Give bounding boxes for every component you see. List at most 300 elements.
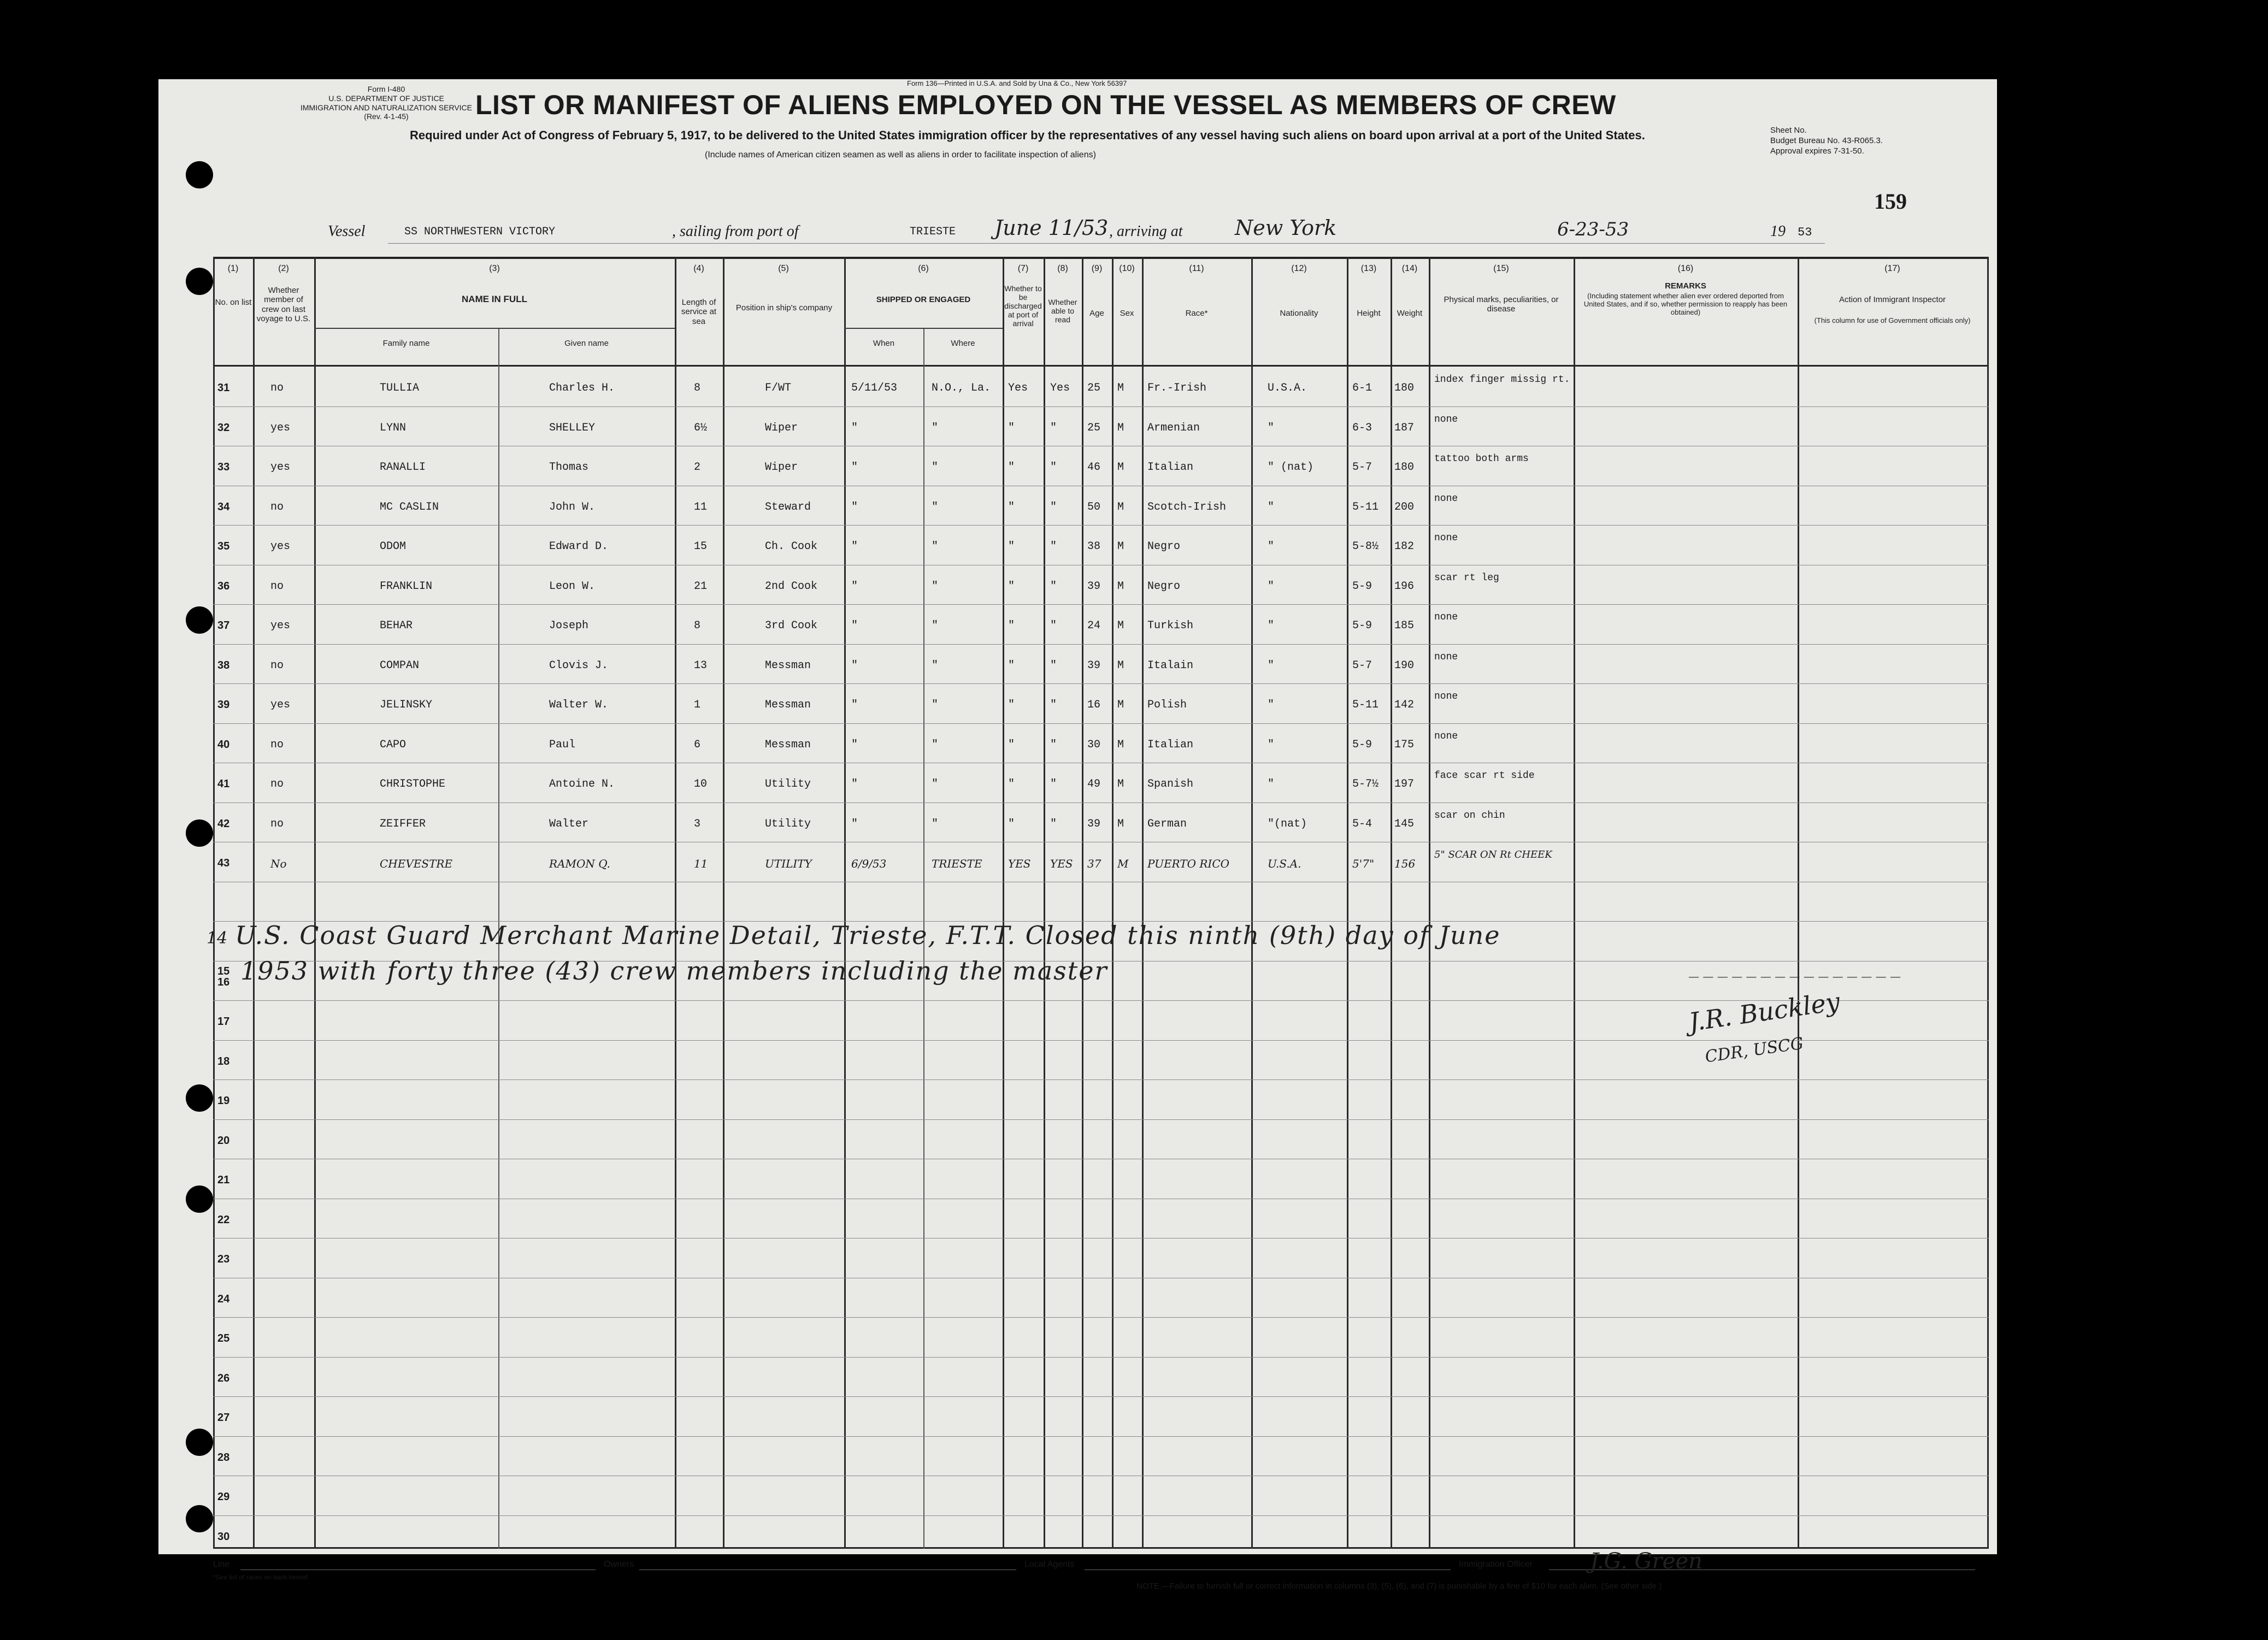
service-cell: 8: [694, 620, 701, 632]
footer-penalty-note: NOTE.—Failure to furnish full or correct information in columns (3), (5), (6), and (7) is punishable by a fine of $10 for each alien. (See other side.): [1136, 1582, 1662, 1591]
where-cell: ": [932, 500, 939, 514]
arrival-port: New York: [1235, 216, 1337, 240]
position-cell: Messman: [765, 738, 811, 751]
inspector-signature: J.R. Buckley: [1687, 986, 1842, 1037]
footer-races-note: *See list of races on back hereof.: [213, 1573, 310, 1581]
col-line: [1003, 257, 1004, 1549]
col-header-where: Where: [951, 339, 975, 348]
race-cell: Spanish: [1147, 778, 1194, 790]
inspector-title: CDR, USCG: [1704, 1034, 1805, 1067]
read-cell: YES: [1050, 857, 1073, 870]
prior-voyage-cell: no: [270, 659, 284, 672]
col-header-when: When: [873, 339, 895, 348]
family-name-cell: RANALLI: [380, 461, 426, 474]
row-line: [213, 604, 1989, 605]
service-cell: 13: [694, 659, 708, 672]
col-header-no: No. on list: [215, 298, 252, 307]
row-number: 18: [217, 1055, 230, 1067]
closing-note-dash: — — — — — — — — — — — — — — —: [1688, 970, 1901, 983]
family-name-cell: CHRISTOPHE: [380, 778, 446, 790]
height-cell: 5-9: [1352, 580, 1372, 593]
family-name-cell: ZEIFFER: [380, 817, 426, 830]
prior-voyage-cell: No: [270, 857, 287, 870]
marks-cell: 5" SCAR ON Rt CHEEK: [1434, 849, 1552, 860]
weight-cell: 180: [1394, 461, 1415, 474]
row-line: [213, 1515, 1989, 1516]
footer-line-label: Line: [213, 1560, 230, 1569]
age-cell: 39: [1087, 659, 1101, 672]
col-num: (1): [227, 264, 239, 273]
sex-cell: M: [1117, 461, 1124, 474]
year-prefix: 19: [1770, 223, 1786, 240]
marks-cell: scar on chin: [1434, 810, 1505, 821]
row-line: [213, 1436, 1989, 1437]
prior-voyage-cell: no: [270, 580, 284, 593]
family-name-cell: TULLIA: [380, 382, 420, 394]
given-name-cell: Edward D.: [549, 540, 609, 553]
row-line: [213, 1357, 1989, 1358]
col-num: (13): [1360, 264, 1377, 273]
discharged-cell: ": [1008, 580, 1015, 593]
prior-voyage-cell: yes: [270, 540, 291, 553]
discharged-cell: ": [1008, 778, 1015, 790]
row-line: [213, 1000, 1989, 1001]
height-cell: 5-4: [1352, 817, 1372, 830]
height-cell: 5-8½: [1352, 540, 1379, 553]
footer-agents-label: Local Agents: [1024, 1560, 1075, 1569]
page-number: 159: [1874, 189, 1907, 214]
when-cell: ": [851, 659, 858, 672]
prior-voyage-cell: no: [270, 817, 284, 830]
height-cell: 6-1: [1352, 382, 1372, 394]
prior-voyage-cell: yes: [270, 620, 291, 632]
read-cell: ": [1050, 817, 1057, 830]
nationality-cell: ": [1268, 540, 1275, 553]
arriving-label: , arriving at: [1109, 223, 1183, 240]
col-line: [1142, 257, 1144, 1549]
weight-cell: 185: [1394, 620, 1415, 632]
closing-note-line2: 1953 with forty three (43) crew members including the master: [240, 956, 1108, 986]
col-header-name: NAME IN FULL: [462, 294, 527, 304]
col-line: [1574, 257, 1575, 1549]
nationality-cell: ": [1268, 620, 1275, 632]
marks-cell: none: [1434, 691, 1458, 702]
row-line: [213, 1317, 1989, 1318]
discharged-cell: ": [1008, 421, 1015, 434]
row-number: 21: [217, 1174, 230, 1186]
col-header-read: Whether able to read: [1048, 298, 1077, 325]
manifest-sheet: [158, 79, 1997, 1591]
family-name-cell: CHEVESTRE: [380, 857, 453, 870]
sailing-port: TRIESTE: [910, 226, 956, 238]
read-cell: ": [1050, 659, 1057, 672]
row-number: 24: [217, 1293, 230, 1305]
row-number: 43: [217, 857, 230, 869]
col-header-given-name: Given name: [564, 339, 609, 348]
punch-hole: [186, 1084, 213, 1112]
height-cell: 6-3: [1352, 421, 1372, 434]
marks-cell: none: [1434, 493, 1458, 504]
col-num: (8): [1057, 264, 1068, 273]
nationality-cell: ": [1268, 500, 1275, 514]
position-cell: Ch. Cook: [765, 540, 818, 553]
where-cell: ": [932, 817, 939, 830]
nationality-cell: ": [1268, 421, 1275, 434]
col-header-shipped: SHIPPED OR ENGAGED: [876, 295, 971, 304]
when-cell: ": [851, 620, 858, 632]
col-line: [844, 257, 846, 1549]
nationality-cell: " (nat): [1268, 461, 1314, 474]
family-name-cell: MC CASLIN: [380, 500, 439, 514]
col-header-weight: Weight: [1397, 309, 1423, 318]
prior-voyage-cell: no: [270, 500, 284, 514]
row-number: 19: [217, 1095, 230, 1107]
where-cell: ": [932, 580, 939, 593]
col-line: [1044, 257, 1045, 1549]
name-subheader-line: [314, 328, 675, 329]
col-header-prior-voyage: Whether member of crew on last voyage to U.S.: [256, 286, 311, 323]
prior-voyage-cell: yes: [270, 421, 291, 434]
family-name-cell: BEHAR: [380, 620, 413, 632]
row-line: [213, 1079, 1989, 1080]
row-number: 36: [217, 580, 230, 592]
nationality-cell: "(nat): [1268, 817, 1307, 830]
height-cell: 5-9: [1352, 738, 1372, 751]
height-cell: 5-11: [1352, 699, 1379, 711]
col-line: [675, 257, 676, 1549]
col-num: (14): [1401, 264, 1418, 273]
col-line: [1798, 257, 1799, 1549]
prior-voyage-cell: no: [270, 382, 284, 394]
service-cell: 21: [694, 580, 708, 593]
service-cell: 11: [694, 500, 708, 514]
where-cell: ": [932, 620, 939, 632]
officer-signature: J.G. Green: [1590, 1549, 1703, 1574]
table-right-border: [1987, 257, 1989, 1549]
col-line: [1391, 257, 1392, 1549]
col-header-remarks-note: (Including statement whether alien ever ordered deported from United States, and if so, whether permission to reapply has been obtained): [1583, 292, 1788, 316]
row-number: 25: [217, 1332, 230, 1344]
revision: (Rev. 4-1-45): [364, 112, 409, 121]
sex-cell: M: [1117, 580, 1124, 593]
footer-officer-label: Immigration Officer: [1459, 1560, 1533, 1569]
col-num: (2): [278, 264, 289, 273]
given-name-cell: Joseph: [549, 620, 589, 632]
row-number: 42: [217, 817, 230, 830]
position-cell: Utility: [765, 817, 811, 830]
position-cell: Messman: [765, 659, 811, 672]
form-subtitle: Required under Act of Congress of February 5, 1917, to be delivered to the United States immigration officer by the representatives of any vessel having such aliens on board upon arrival at a port of the United States.: [410, 128, 1645, 142]
race-cell: Italain: [1147, 659, 1194, 672]
marks-cell: face scar rt side: [1434, 770, 1535, 781]
weight-cell: 187: [1394, 421, 1415, 434]
col-num: (5): [778, 264, 789, 273]
row-number: 26: [217, 1372, 230, 1384]
row-line: [213, 683, 1989, 684]
sex-cell: M: [1117, 620, 1124, 632]
family-name-cell: ODOM: [380, 540, 407, 553]
race-cell: Turkish: [1147, 620, 1194, 632]
discharged-cell: YES: [1008, 857, 1031, 870]
col-line: [1429, 257, 1430, 1549]
form-title: LIST OR MANIFEST OF ALIENS EMPLOYED ON THE VESSEL AS MEMBERS OF CREW: [475, 90, 1616, 120]
row-line: [213, 723, 1989, 724]
discharged-cell: ": [1008, 500, 1015, 514]
col-header-position: Position in ship's company: [735, 303, 833, 312]
when-cell: 5/11/53: [851, 382, 898, 394]
punch-hole: [186, 606, 213, 634]
col-num: (17): [1884, 264, 1900, 273]
form-number: Form I-480: [367, 85, 405, 93]
when-cell: ": [851, 699, 858, 711]
row-number: 27: [217, 1412, 230, 1424]
row-line: [213, 1040, 1989, 1041]
marks-cell: tattoo both arms: [1434, 453, 1529, 464]
footer-owners-label: Owners: [604, 1560, 634, 1569]
nationality-cell: ": [1268, 778, 1275, 790]
nationality-cell: U.S.A.: [1268, 857, 1301, 870]
row-number: 17: [217, 1016, 230, 1028]
race-cell: German: [1147, 817, 1187, 830]
age-cell: 25: [1087, 382, 1101, 394]
age-cell: 39: [1087, 817, 1101, 830]
closing-note-line1: U.S. Coast Guard Merchant Marine Detail, Trieste, F.T.T. Closed this ninth (9th) day of June: [235, 921, 1501, 950]
weight-cell: 182: [1394, 540, 1415, 553]
where-cell: ": [932, 461, 939, 474]
nationality-cell: U.S.A.: [1268, 382, 1307, 394]
row-number: 33: [217, 461, 230, 473]
col-line: [723, 257, 724, 1549]
service: IMMIGRATION AND NATURALIZATION SERVICE: [301, 103, 472, 112]
weight-cell: 180: [1394, 382, 1415, 394]
prior-voyage-cell: yes: [270, 461, 291, 474]
row-number-15: 15: [217, 965, 230, 977]
col-header-service: Length of service at sea: [681, 298, 717, 326]
where-cell: ": [932, 738, 939, 751]
age-cell: 50: [1087, 500, 1101, 514]
height-cell: 5-9: [1352, 620, 1372, 632]
col-line: [213, 257, 215, 1549]
col-num: (16): [1677, 264, 1694, 273]
row-number: 28: [217, 1451, 230, 1464]
read-cell: ": [1050, 699, 1057, 711]
given-name-cell: Paul: [549, 738, 576, 751]
row-number: 16: [217, 976, 230, 988]
when-cell: ": [851, 461, 858, 474]
service-cell: 6: [694, 738, 701, 751]
weight-cell: 156: [1394, 857, 1416, 870]
row-line: [213, 1396, 1989, 1397]
service-cell: 6½: [694, 421, 708, 434]
col-line: [314, 257, 316, 1549]
when-cell: ": [851, 817, 858, 830]
col-header-age: Age: [1089, 309, 1104, 318]
family-name-cell: COMPAN: [380, 659, 420, 672]
discharged-cell: ": [1008, 461, 1015, 474]
budget-bureau: Budget Bureau No. 43-R065.3.: [1770, 135, 1883, 145]
marks-cell: none: [1434, 533, 1458, 544]
age-cell: 39: [1087, 580, 1101, 593]
read-cell: ": [1050, 421, 1057, 434]
position-cell: 2nd Cook: [765, 580, 818, 593]
col-header-action: Action of Immigrant Inspector: [1839, 295, 1946, 304]
marks-cell: index finger missig rt.: [1434, 374, 1570, 385]
given-name-cell: RAMON Q.: [549, 857, 610, 870]
marks-cell: none: [1434, 730, 1458, 742]
col-header-sex: Sex: [1120, 309, 1134, 318]
when-cell: ": [851, 500, 858, 514]
family-name-cell: JELINSKY: [380, 699, 433, 711]
where-cell: ": [932, 659, 939, 672]
service-cell: 11: [694, 857, 708, 870]
sex-cell: M: [1117, 778, 1124, 790]
weight-cell: 175: [1394, 738, 1415, 751]
race-cell: Armenian: [1147, 421, 1200, 434]
service-cell: 10: [694, 778, 708, 790]
given-name-cell: Antoine N.: [549, 778, 615, 790]
race-cell: Italian: [1147, 461, 1194, 474]
sailing-date: June 11/53: [994, 216, 1109, 240]
marks-cell: none: [1434, 651, 1458, 663]
col-num: (10): [1119, 264, 1135, 273]
where-cell: ": [932, 540, 939, 553]
given-name-cell: John W.: [549, 500, 596, 514]
punch-hole: [186, 161, 213, 188]
height-cell: 5-11: [1352, 500, 1379, 514]
row-line: [213, 644, 1989, 645]
service-cell: 8: [694, 382, 701, 394]
race-cell: Italian: [1147, 738, 1194, 751]
punch-hole: [186, 1505, 213, 1532]
row-number: 37: [217, 620, 230, 632]
sex-cell: M: [1117, 699, 1124, 711]
row-number: 20: [217, 1134, 230, 1147]
when-cell: ": [851, 421, 858, 434]
race-cell: Scotch-Irish: [1147, 500, 1227, 514]
given-name-cell: Charles H.: [549, 382, 615, 394]
discharged-cell: Yes: [1008, 382, 1028, 394]
weight-cell: 142: [1394, 699, 1415, 711]
col-header-discharged: Whether to be discharged at port of arrival: [1004, 284, 1042, 328]
marks-cell: scar rt leg: [1434, 572, 1499, 583]
sex-cell: M: [1117, 500, 1124, 514]
family-name-cell: CAPO: [380, 738, 407, 751]
age-cell: 49: [1087, 778, 1101, 790]
punch-hole: [186, 1185, 213, 1213]
weight-cell: 196: [1394, 580, 1415, 593]
vessel-label: Vessel: [328, 223, 366, 240]
nationality-cell: ": [1268, 738, 1275, 751]
row-number: 30: [217, 1530, 230, 1543]
height-cell: 5-7: [1352, 659, 1372, 672]
weight-cell: 145: [1394, 817, 1415, 830]
where-cell: TRIESTE: [932, 857, 982, 870]
age-cell: 25: [1087, 421, 1101, 434]
row-number: 22: [217, 1213, 230, 1226]
when-cell: 6/9/53: [851, 857, 887, 870]
read-cell: ": [1050, 580, 1057, 593]
position-cell: Wiper: [765, 421, 798, 434]
row-number: 23: [217, 1253, 230, 1265]
sailing-label: , sailing from port of: [672, 223, 799, 240]
row-number: 34: [217, 500, 230, 513]
punch-hole: [186, 1429, 213, 1456]
height-cell: 5-7: [1352, 461, 1372, 474]
prior-voyage-cell: yes: [270, 699, 291, 711]
row-number-14: 14: [207, 929, 228, 948]
printer-note: Form 136—Printed in U.S.A. and Sold by Una & Co., New York 56397: [907, 79, 1127, 87]
col-line: [1082, 257, 1083, 1549]
race-cell: Fr.-Irish: [1147, 382, 1207, 394]
vessel-name: SS NORTHWESTERN VICTORY: [404, 226, 556, 238]
row-number: 29: [217, 1491, 230, 1503]
col-num: (6): [918, 264, 929, 273]
race-cell: PUERTO RICO: [1147, 857, 1230, 870]
col-header-family-name: Family name: [382, 339, 430, 348]
row-number: 35: [217, 540, 230, 552]
given-name-cell: Clovis J.: [549, 659, 609, 672]
header-bottom-border: [213, 365, 1989, 367]
row-line: [213, 1119, 1989, 1120]
row-line: [213, 525, 1989, 526]
given-name-cell: Leon W.: [549, 580, 596, 593]
col-line: [1112, 257, 1114, 1549]
col-num: (15): [1493, 264, 1509, 273]
discharged-cell: ": [1008, 817, 1015, 830]
punch-hole: [186, 819, 213, 847]
given-name-cell: SHELLEY: [549, 421, 596, 434]
read-cell: ": [1050, 540, 1057, 553]
form-id-block: [301, 85, 472, 121]
col-line: [1251, 257, 1253, 1549]
service-cell: 3: [694, 817, 701, 830]
when-cell: ": [851, 580, 858, 593]
sex-cell: M: [1117, 540, 1124, 553]
row-number: 40: [217, 738, 230, 751]
weight-cell: 190: [1394, 659, 1415, 672]
where-cell: ": [932, 778, 939, 790]
col-header-nationality: Nationality: [1280, 309, 1318, 318]
height-cell: 5-7½: [1352, 778, 1379, 790]
read-cell: ": [1050, 620, 1057, 632]
when-cell: ": [851, 540, 858, 553]
prior-voyage-cell: no: [270, 778, 284, 790]
age-cell: 30: [1087, 738, 1101, 751]
col-line: [253, 257, 255, 1549]
punch-hole: [186, 268, 213, 295]
weight-cell: 200: [1394, 500, 1415, 514]
height-cell: 5'7": [1352, 857, 1375, 870]
year-value: 53: [1798, 226, 1812, 239]
race-cell: Negro: [1147, 540, 1181, 553]
position-cell: F/WT: [765, 382, 792, 394]
nationality-cell: ": [1268, 659, 1275, 672]
position-cell: Wiper: [765, 461, 798, 474]
where-cell: N.O., La.: [932, 382, 991, 394]
where-cell: ": [932, 421, 939, 434]
prior-voyage-cell: no: [270, 738, 284, 751]
discharged-cell: ": [1008, 738, 1015, 751]
col-num: (7): [1017, 264, 1029, 273]
position-cell: 3rd Cook: [765, 620, 818, 632]
col-header-marks: Physical marks, peculiarities, or disease: [1444, 295, 1559, 314]
sex-cell: M: [1117, 817, 1124, 830]
position-cell: Steward: [765, 500, 811, 514]
discharged-cell: ": [1008, 659, 1015, 672]
given-name-cell: Walter: [549, 817, 589, 830]
col-num: (11): [1189, 264, 1204, 273]
where-cell: ": [932, 699, 939, 711]
